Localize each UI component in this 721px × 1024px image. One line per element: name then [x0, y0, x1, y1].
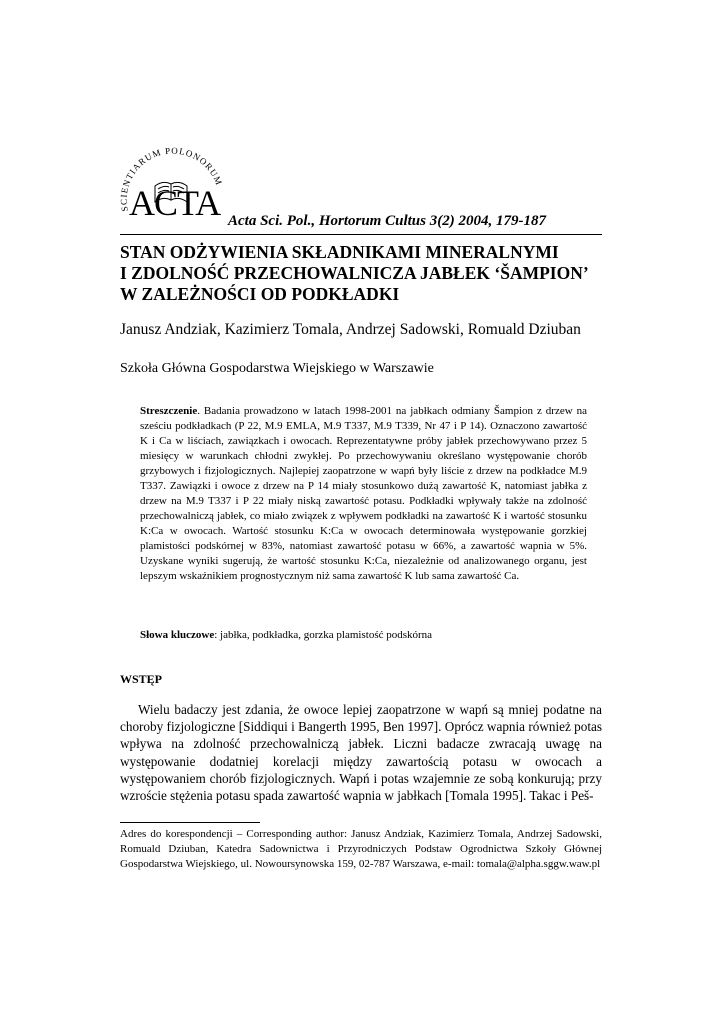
body-text [120, 701, 602, 804]
keywords-label: Słowa kluczowe [140, 629, 215, 641]
footnote: Adres do korespondencji – Corresponding author: Janusz Andziak, Kazimierz Tomala, Andrzej Sadowski, Romuald Dziuban, Katedra Sadownictwa i Przyrodniczych Podstaw Ogrodnictwa Szkoły Głównej Gospodarstwa Wiejskiego, ul. Nowoursynowska 159, 02-787 Warszawa, e-mail: tomala@alpha.sggw.waw.pl [120, 828, 602, 870]
abstract-text: . Badania prowadzono w latach 1998-2001 na jabłkach odmiany Šampion z drzew na sześciu podkładkach (P 22, M.9 EMLA, M.9 T337, M.9 T339, Nr 47 i P 14). Oznaczono zawartość K i Ca w liściach, zawiązkach i owocach. Reprezentatywne próby jabłek przechowywano przez 5 miesięcy w warunkach chłodni zwykłej. Po przechowywaniu określano występowanie chorób grzybowych i fizjologicznych. Najlepiej zaopatrzone w wapń były liście z drzew na podkładce M.9 T337. Zawiązki i owoce z drzew na P 14 miały stosunkowo dużą zawartość K, natomiast jabłka z drzew na M.9 T337 i P 22 miały niską zawartość potasu. Podkładki wpływały także na zdolność przechowalniczą jabłek, co miało związek z wpływem podkładki na zawartość K i wartość stosunku K:Ca w owocach. Wartość stosunku K:Ca w owocach determinowała występowanie gorzkiej plamistości podskórnej w 83%, natomiast zawartość potasu w 66%, a zawartość wapnia w 5%. Uzyskane wyniki sugerują, że wartość stosunku K:Ca, niezależnie od analizowanego organu, jest lepszym wskaźnikiem prognostycznym niż sama zawartość K lub sama zawartość Ca. [140, 405, 587, 582]
footnote-rule [120, 822, 260, 823]
abstract [140, 404, 587, 584]
logo-acta-word: ACTA [129, 183, 221, 223]
journal-reference: Acta Sci. Pol., Hortorum Cultus 3(2) 2004, 179-187 [228, 213, 546, 229]
section-heading: WSTĘP [120, 672, 163, 686]
title-line-3: W ZALEŻNOŚCI OD PODKŁADKI [120, 284, 400, 304]
body-paragraph: Wielu badaczy jest zdania, że owoce lepiej zaopatrzone w wapń są mniej podatne na choroby fizjologiczne [Siddiqui i Bangerth 1995, Ben 1997]. Oprócz wapnia również potas wpływa na zdolność przechowalniczą jabłek. Liczni badacze zwracają uwagę na występowanie dodatniej korelacji między zawartością potasu w owocach a występowaniem chorób fizjologicznych. Wapń i potas wzajemnie ze sobą konkurują; przy wzroście stężenia potasu spada zawartość wapnia w jabłkach [Tomala 1995]. Takac i Peš- [120, 702, 602, 804]
title-line-1: STAN ODŻYWIENIA SKŁADNIKAMI MINERALNYMI [120, 242, 559, 262]
paper-title [120, 242, 610, 305]
affiliation: Szkoła Główna Gospodarstwa Wiejskiego w Warszawie [120, 361, 434, 376]
header-rule [120, 234, 602, 235]
keywords-text: : jabłka, podkładka, gorzka plamistość podskórna [214, 629, 433, 641]
abstract-label: Streszczenie [140, 405, 198, 417]
journal-logo [117, 140, 225, 232]
keywords [140, 628, 587, 643]
logo-arc-text: SCIENTIARUM POLONORUM [118, 145, 225, 213]
title-line-2: I ZDOLNOŚĆ PRZECHOWALNICZA JABŁEK ‘ŠAMPION’ [120, 263, 589, 283]
author-list: Janusz Andziak, Kazimierz Tomala, Andrzej Sadowski, Romuald Dziuban [120, 321, 581, 338]
